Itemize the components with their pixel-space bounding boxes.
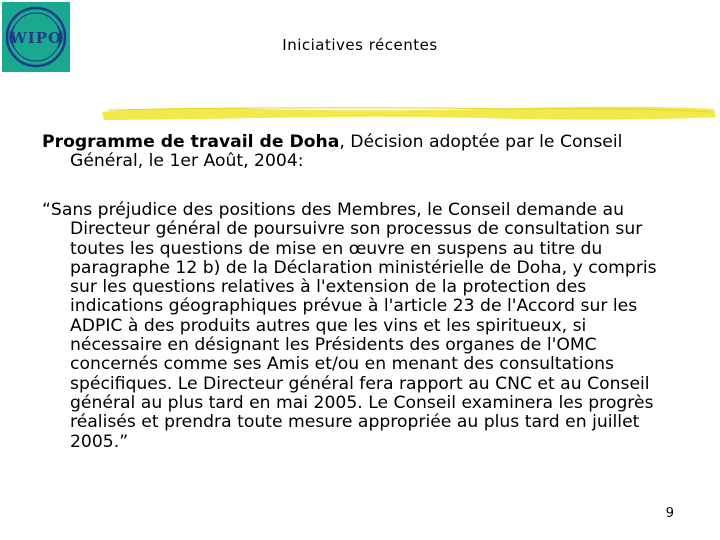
- quote-line: paragraphe 12 b) de la Déclaration ministérielle de Doha, y compris: [70, 257, 657, 278]
- quote-line: indications géographiques prévue à l'article 23 de l'Accord sur les: [70, 296, 638, 317]
- quote-line: spécifiques. Le Directeur général fera rapport au CNC et au Conseil: [70, 373, 650, 394]
- title-underline: [98, 100, 720, 126]
- doha-work-programme-paragraph: [42, 133, 682, 172]
- doha-decision-text: , Décision adoptée par le Conseil: [339, 132, 623, 152]
- quote-line: réalisés et prendra toute mesure appropriée au plus tard en juillet: [70, 412, 640, 433]
- doha-programme-title: Programme de travail de Doha: [42, 132, 340, 152]
- quote-line: “Sans préjudice des positions des Membres, le Conseil demande au: [42, 200, 624, 220]
- quote-line: concernés comme ses Amis et/ou en menant des consultations: [70, 354, 614, 375]
- council-quote-paragraph: [42, 201, 682, 452]
- quote-line: 2005.”: [70, 431, 129, 452]
- slide-title: Iniciatives récentes: [282, 36, 438, 54]
- page-number: 9: [665, 506, 674, 521]
- quote-line: Directeur général de poursuivre son processus de consultation sur: [70, 219, 643, 240]
- doha-decision-date: Général, le 1er Août, 2004:: [70, 151, 304, 172]
- quote-line: nécessaire en désignant les Présidents des organes de l'OMC: [70, 335, 597, 356]
- quote-line: général au plus tard en mai 2005. Le Conseil examinera les progrès: [70, 392, 654, 413]
- quote-line: ADPIC à des produits autres que les vins et les spiritueux, si: [70, 315, 587, 336]
- logo-text: WIPO: [9, 29, 63, 47]
- quote-line: toutes les questions de mise en œuvre en suspens au titre du: [70, 238, 603, 259]
- quote-line: sur les questions relatives à l'extension de la protection des: [70, 277, 587, 298]
